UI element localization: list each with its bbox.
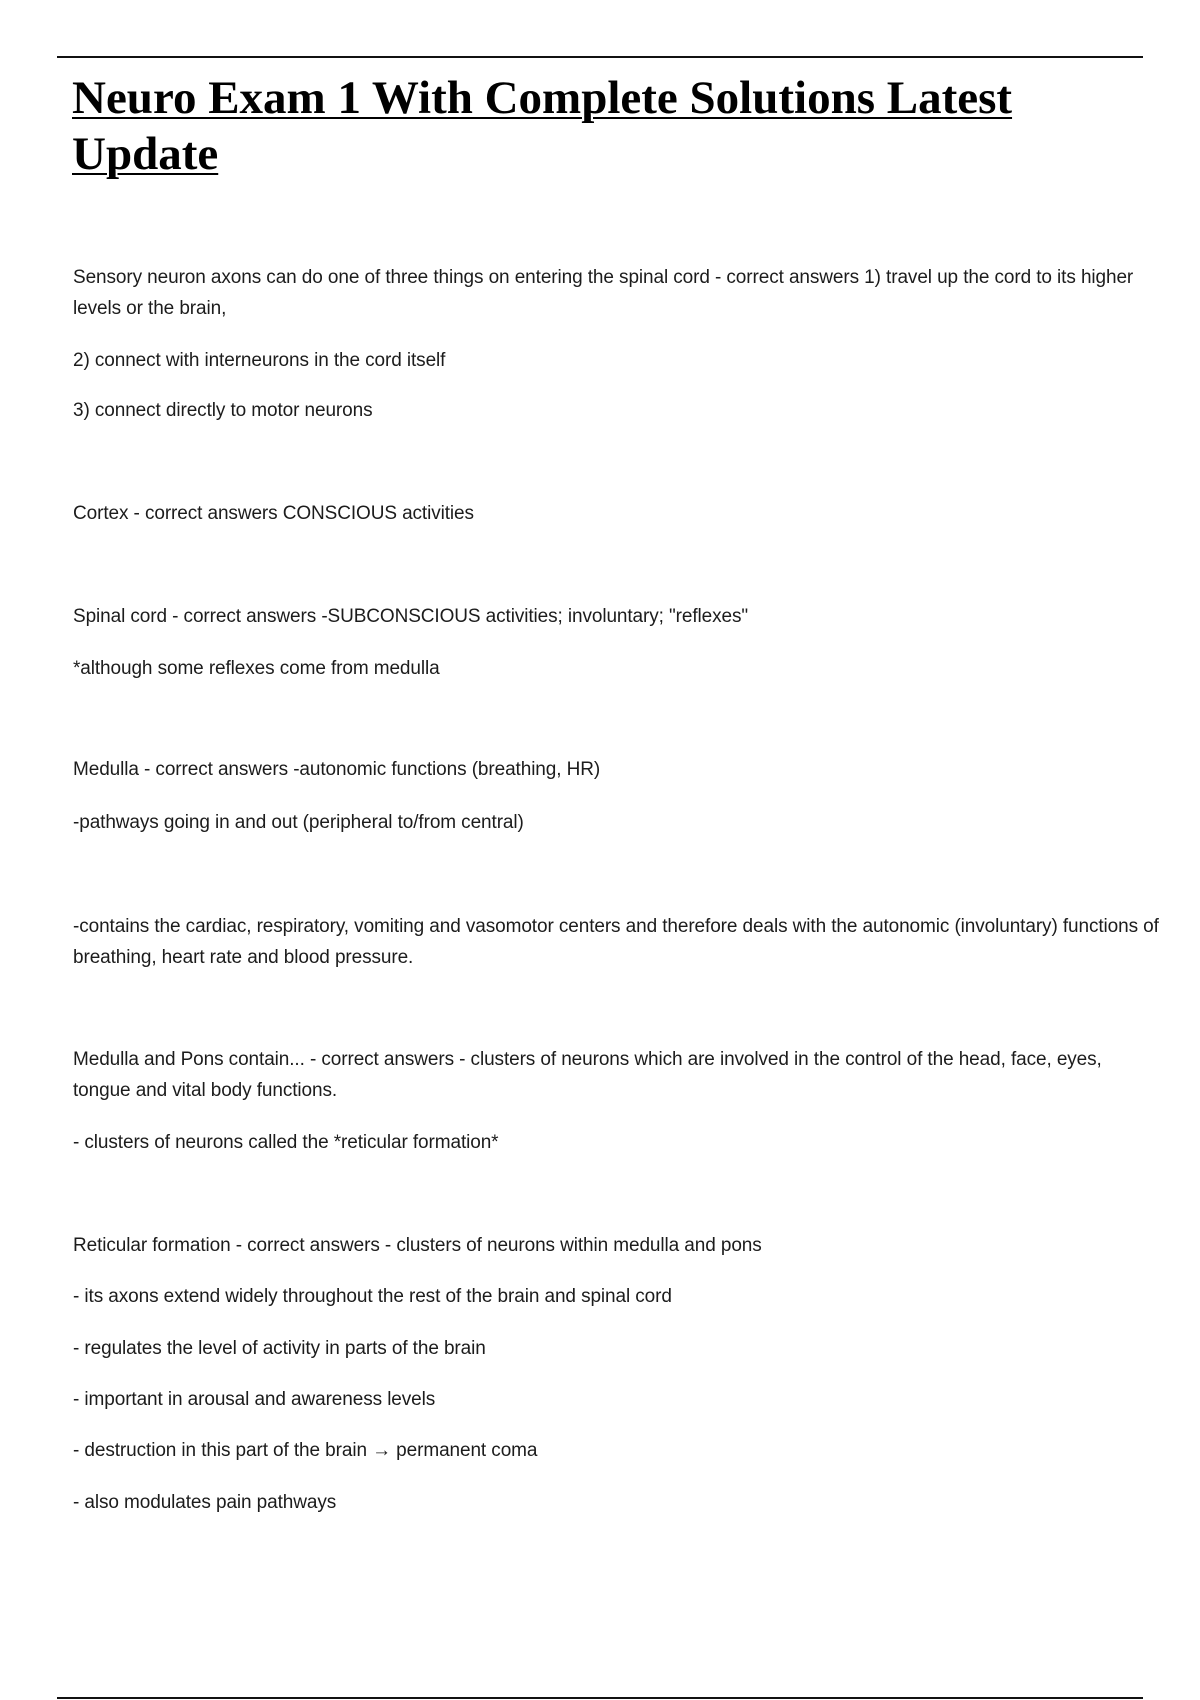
paragraph-reticular-clusters: - clusters of neurons called the *reticular formation* xyxy=(73,1132,499,1153)
paragraph-spinal-cord: Spinal cord - correct answers -SUBCONSCIOUS activities; involuntary; "reflexes" xyxy=(73,606,749,627)
paragraph-motor-neurons: 3) connect directly to motor neurons xyxy=(73,400,373,421)
paragraph-coma: - destruction in this part of the brain → permanent coma xyxy=(73,1440,538,1461)
paragraph-reticular-formation: Reticular formation - correct answers - clusters of neurons within medulla and pons xyxy=(73,1235,762,1256)
paragraph-arousal: - important in arousal and awareness levels xyxy=(73,1389,436,1410)
paragraph-medulla: Medulla - correct answers -autonomic functions (breathing, HR) xyxy=(73,759,601,780)
paragraph-axons: - its axons extend widely throughout the rest of the brain and spinal cord xyxy=(73,1286,672,1307)
paragraph-activity: - regulates the level of activity in parts of the brain xyxy=(73,1338,486,1359)
paragraph-medulla-pons: Medulla and Pons contain... - correct answers - clusters of neurons which are involved in the control of the head, face, eyes, tongue and vital body functions. xyxy=(73,1049,1102,1101)
paragraph-medulla-centers: -contains the cardiac, respiratory, vomiting and vasomotor centers and therefore deals with the autonomic (involuntary) functions of breathing, heart rate and blood pressure. xyxy=(73,916,1159,968)
paragraph-cortex: Cortex - correct answers CONSCIOUS activities xyxy=(73,503,474,524)
paragraph-pain: - also modulates pain pathways xyxy=(73,1492,337,1513)
paragraph-sensory-neuron: Sensory neuron axons can do one of three things on entering the spinal cord - correct answers 1) travel up the cord to its higher levels or the brain, xyxy=(73,267,1134,319)
paragraph-reflexes-note: *although some reflexes come from medulla xyxy=(73,658,440,679)
paragraph-pathways: -pathways going in and out (peripheral to/from central) xyxy=(73,812,524,833)
page-title-text: Neuro Exam 1 With Complete Solutions Latest Update xyxy=(72,72,1013,180)
footer-rule xyxy=(57,1697,1143,1699)
paragraph-interneurons: 2) connect with interneurons in the cord itself xyxy=(73,350,446,371)
